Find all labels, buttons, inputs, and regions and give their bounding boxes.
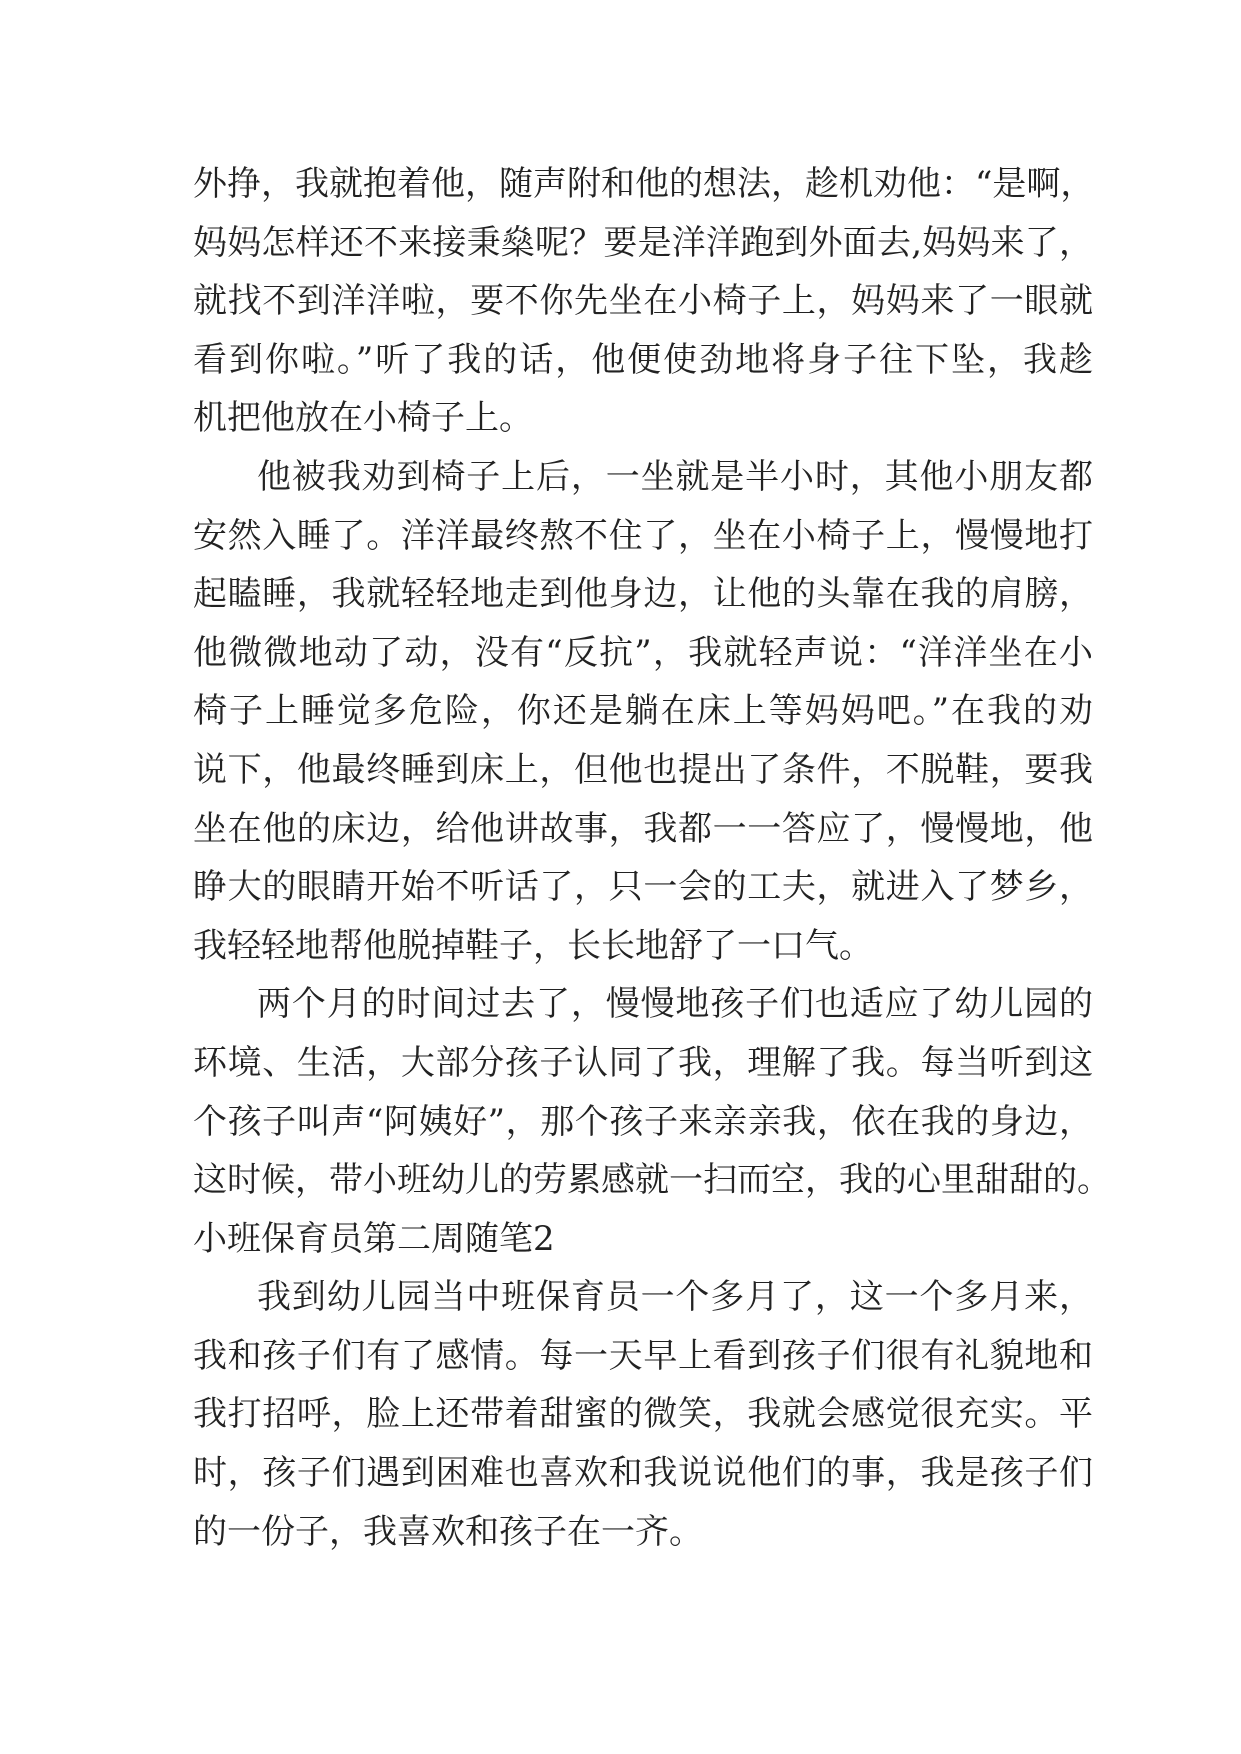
text-line: 的一份子，我喜欢和孩子在一齐。 — [193, 1511, 703, 1552]
paragraph-first-line: 我到幼儿园当中班保育员一个多月了，这一个多月来， — [257, 1277, 1093, 1318]
body-text — [193, 155, 1111, 1561]
text-line: 妈妈怎样还不来接秉燊呢？要是洋洋跑到外面去,妈妈来了， — [193, 222, 1093, 263]
text-line: 我和孩子们有了感情。每一天早上看到孩子们很有礼貌地和 — [193, 1335, 1093, 1376]
text-line: 这时候，带小班幼儿的劳累感就一扫而空，我的心里甜甜的。 — [193, 1160, 1111, 1201]
text-line: 安然入睡了。洋洋最终熬不住了，坐在小椅子上，慢慢地打 — [193, 515, 1093, 556]
text-line: 环境、生活，大部分孩子认同了我，理解了我。每当听到这 — [193, 1042, 1093, 1083]
text-line: 我打招呼，脸上还带着甜蜜的微笑，我就会感觉很充实。平 — [193, 1394, 1093, 1435]
text-line: 机把他放在小椅子上。 — [193, 398, 533, 439]
text-line: 我轻轻地帮他脱掉鞋子，长长地舒了一口气。 — [193, 925, 873, 966]
text-line: 时，孩子们遇到困难也喜欢和我说说他们的事，我是孩子们 — [193, 1453, 1093, 1494]
paragraph-first-line: 两个月的时间过去了，慢慢地孩子们也适应了幼儿园的 — [257, 984, 1093, 1025]
text-line: 睁大的眼睛开始不听话了，只一会的工夫，就进入了梦乡， — [193, 867, 1093, 908]
text-line: 外挣，我就抱着他，随声附和他的想法，趁机劝他：“是啊， — [193, 164, 1095, 204]
text-line: 就找不到洋洋啦，要不你先坐在小椅子上，妈妈来了一眼就 — [193, 281, 1093, 322]
text-line: 说下，他最终睡到床上，但他也提出了条件，不脱鞋，要我 — [193, 749, 1093, 790]
text-line: 起瞌睡，我就轻轻地走到他身边，让他的头靠在我的肩膀， — [193, 574, 1093, 615]
text-line: 他微微地动了动，没有“反抗”，我就轻声说：“洋洋坐在小 — [193, 632, 1093, 673]
text-line: 坐在他的床边，给他讲故事，我都一一答应了，慢慢地，他 — [193, 808, 1093, 849]
text-line: 个孩子叫声“阿姨好”，那个孩子来亲亲我，依在我的身边， — [193, 1101, 1093, 1142]
section-heading: 小班保育员第二周随笔2 — [193, 1218, 555, 1259]
text-line: 椅子上睡觉多危险，你还是躺在床上等妈妈吧。”在我的劝 — [193, 691, 1093, 732]
text-line: 看到你啦。”听了我的话，他便使劲地将身子往下坠，我趁 — [193, 339, 1093, 380]
paragraph-first-line: 他被我劝到椅子上后，一坐就是半小时，其他小朋友都 — [257, 456, 1093, 497]
